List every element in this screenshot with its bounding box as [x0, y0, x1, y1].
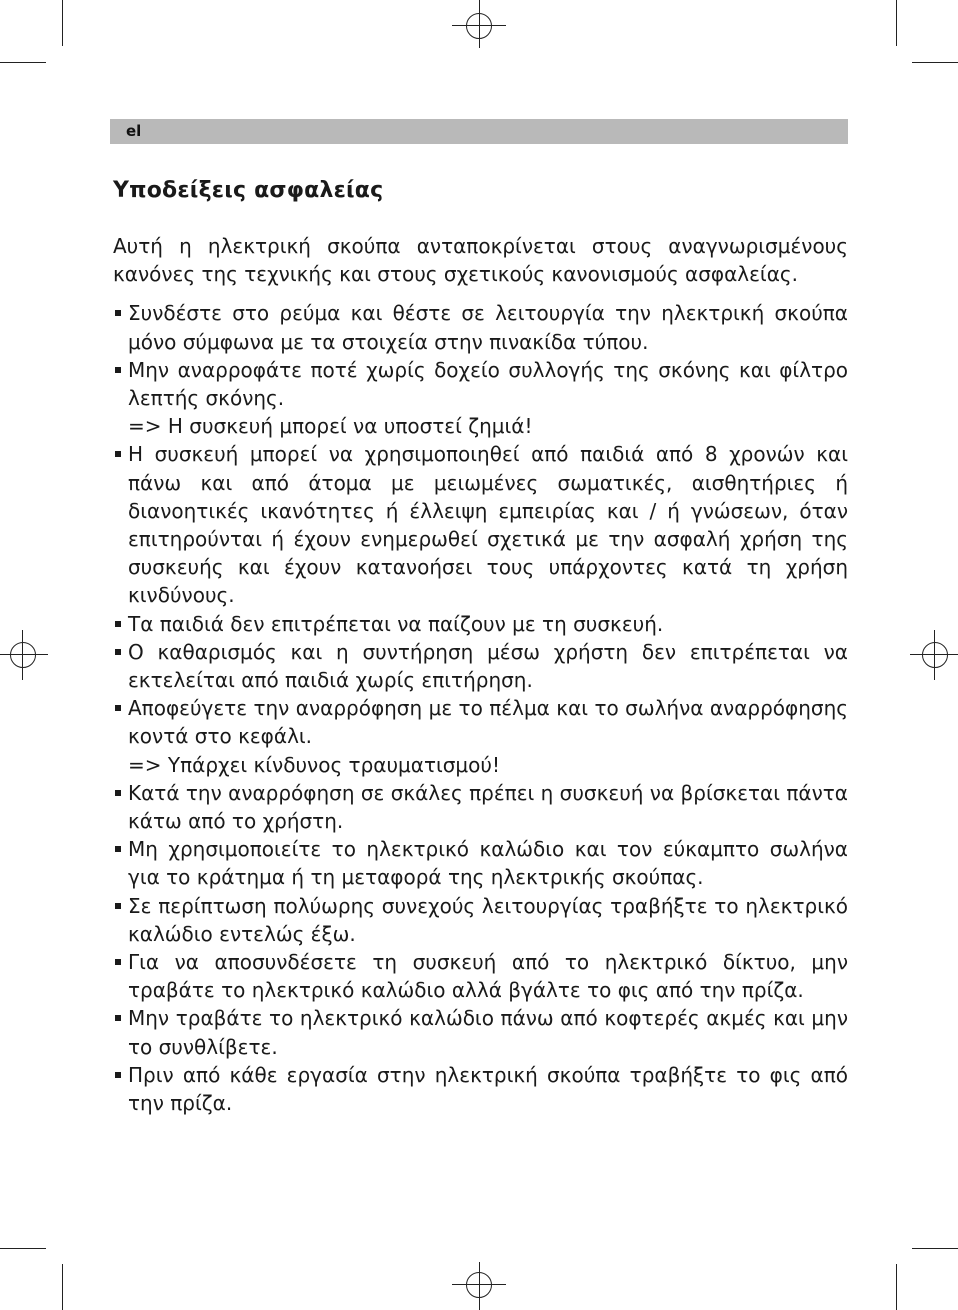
safety-rule-text: Μην αναρροφάτε ποτέ χωρίς δοχείο συλλογής της σκόνης και φίλτρο λεπτής σκόνης. [128, 357, 848, 411]
language-code: el [126, 122, 142, 140]
safety-rule-item [113, 1061, 848, 1117]
crop-mark-top-right [912, 62, 958, 63]
safety-rule-warning: => Υπάρχει κίνδυνος τραυματισμού! [128, 752, 500, 777]
safety-rule-item [113, 356, 848, 441]
safety-rule-text: Συνδέστε στο ρεύμα και θέστε σε λειτουργία την ηλεκτρική σκούπα μόνο σύμφωνα με τα στοιχεία στην πινακίδα τύπου. [128, 301, 848, 354]
bullet-square-icon [115, 1072, 121, 1078]
crop-mark-top-right [896, 0, 897, 46]
language-header-bar [110, 119, 848, 144]
crop-mark-top-left [62, 0, 63, 46]
safety-rule-item [113, 1004, 848, 1060]
safety-rule-text: Η συσκευή μπορεί να χρησιμοποιηθεί από παιδιά από 8 χρονών και πάνω και από άτομα με μειωμένες σωματικές, αισθητήριες ή διανοητικές ικανότητες ή έλλειψη εμπειρίας και / ή γνώσεων, όταν επιτηρούνται ή έχουν ενημερωθεί σχετικά με την ασφαλή χρήση της συσκευής και έχουν κατανοήσει τους υπάρχοντες κατά τη χρήση κινδύνους. [128, 442, 848, 608]
crop-mark-bottom-left [0, 1248, 46, 1249]
safety-content [113, 232, 848, 1117]
intro-paragraph: Αυτή η ηλεκτρική σκούπα ανταποκρίνεται στους αναγνωρισμένους κανόνες της τεχνικής και στους σχετικούς κανονισμούς ασφαλείας. [113, 234, 848, 287]
crop-mark-bottom-right [912, 1248, 958, 1249]
bullet-square-icon [115, 621, 121, 627]
safety-rule-item [113, 779, 848, 835]
safety-rules-list [113, 299, 848, 1117]
safety-rule-item [113, 892, 848, 948]
safety-rule-item [113, 694, 848, 779]
safety-rule-text: Ο καθαρισμός και η συντήρηση μέσω χρήστη δεν επιτρέπεται να εκτελείται από παιδιά χωρίς επιτήρηση. [128, 639, 848, 693]
safety-rule-text: Πριν από κάθε εργασία στην ηλεκτρική σκούπα τραβήξτε το φις από την πρίζα. [128, 1062, 848, 1116]
bullet-square-icon [115, 903, 121, 909]
bullet-square-icon [115, 705, 121, 711]
safety-rule-text: Τα παιδιά δεν επιτρέπεται να παίζουν με τη συσκευή. [128, 611, 664, 636]
safety-rule-item [113, 948, 848, 1004]
safety-rule-text: Αποφεύγετε την αναρρόφηση με το πέλμα και το σωλήνα αναρρόφησης κοντά στο κεφάλι. [128, 696, 848, 749]
bullet-square-icon [115, 790, 121, 796]
safety-rule-text: Για να αποσυνδέσετε τη συσκευή από το ηλεκτρικό δίκτυο, μην τραβάτε το ηλεκτρικό καλώδιο αλλά βγάλτε το φις από την πρίζα. [128, 950, 848, 1003]
safety-rule-item [113, 638, 848, 694]
bullet-square-icon [115, 846, 121, 852]
safety-rule-text: Μη χρησιμοποιείτε το ηλεκτρικό καλώδιο και τον εύκαμπτο σωλήνα για το κράτημα ή τη μεταφορά της ηλεκτρικής σκούπας. [128, 837, 848, 890]
safety-rule-text: Μην τραβάτε το ηλεκτρικό καλώδιο πάνω από κοφτερές ακμές και μην το συνθλίβετε. [128, 1006, 848, 1059]
crop-mark-bottom-left [62, 1264, 63, 1310]
safety-rule-warning: => Η συσκευή μπορεί να υποστεί ζημιά! [128, 414, 533, 439]
safety-rule-text: Σε περίπτωση πολύωρης συνεχούς λειτουργίας τραβήξτε το ηλεκτρικό καλώδιο εντελώς έξω. [128, 893, 848, 946]
bullet-square-icon [115, 959, 121, 965]
safety-rule-item [113, 610, 848, 638]
safety-rule-item [113, 299, 848, 355]
page-title: Υποδείξεις ασφαλείας [113, 178, 384, 203]
safety-rule-text: Κατά την αναρρόφηση σε σκάλες πρέπει η συσκευή να βρίσκεται πάντα κάτω από το χρήστη. [128, 780, 848, 834]
crop-mark-top-left [0, 62, 46, 63]
bullet-square-icon [115, 1015, 121, 1021]
safety-rule-item [113, 440, 848, 609]
crop-mark-bottom-right [896, 1264, 897, 1310]
bullet-square-icon [115, 451, 121, 457]
safety-rule-item [113, 835, 848, 891]
bullet-square-icon [115, 649, 121, 655]
bullet-square-icon [115, 310, 121, 316]
bullet-square-icon [115, 367, 121, 373]
